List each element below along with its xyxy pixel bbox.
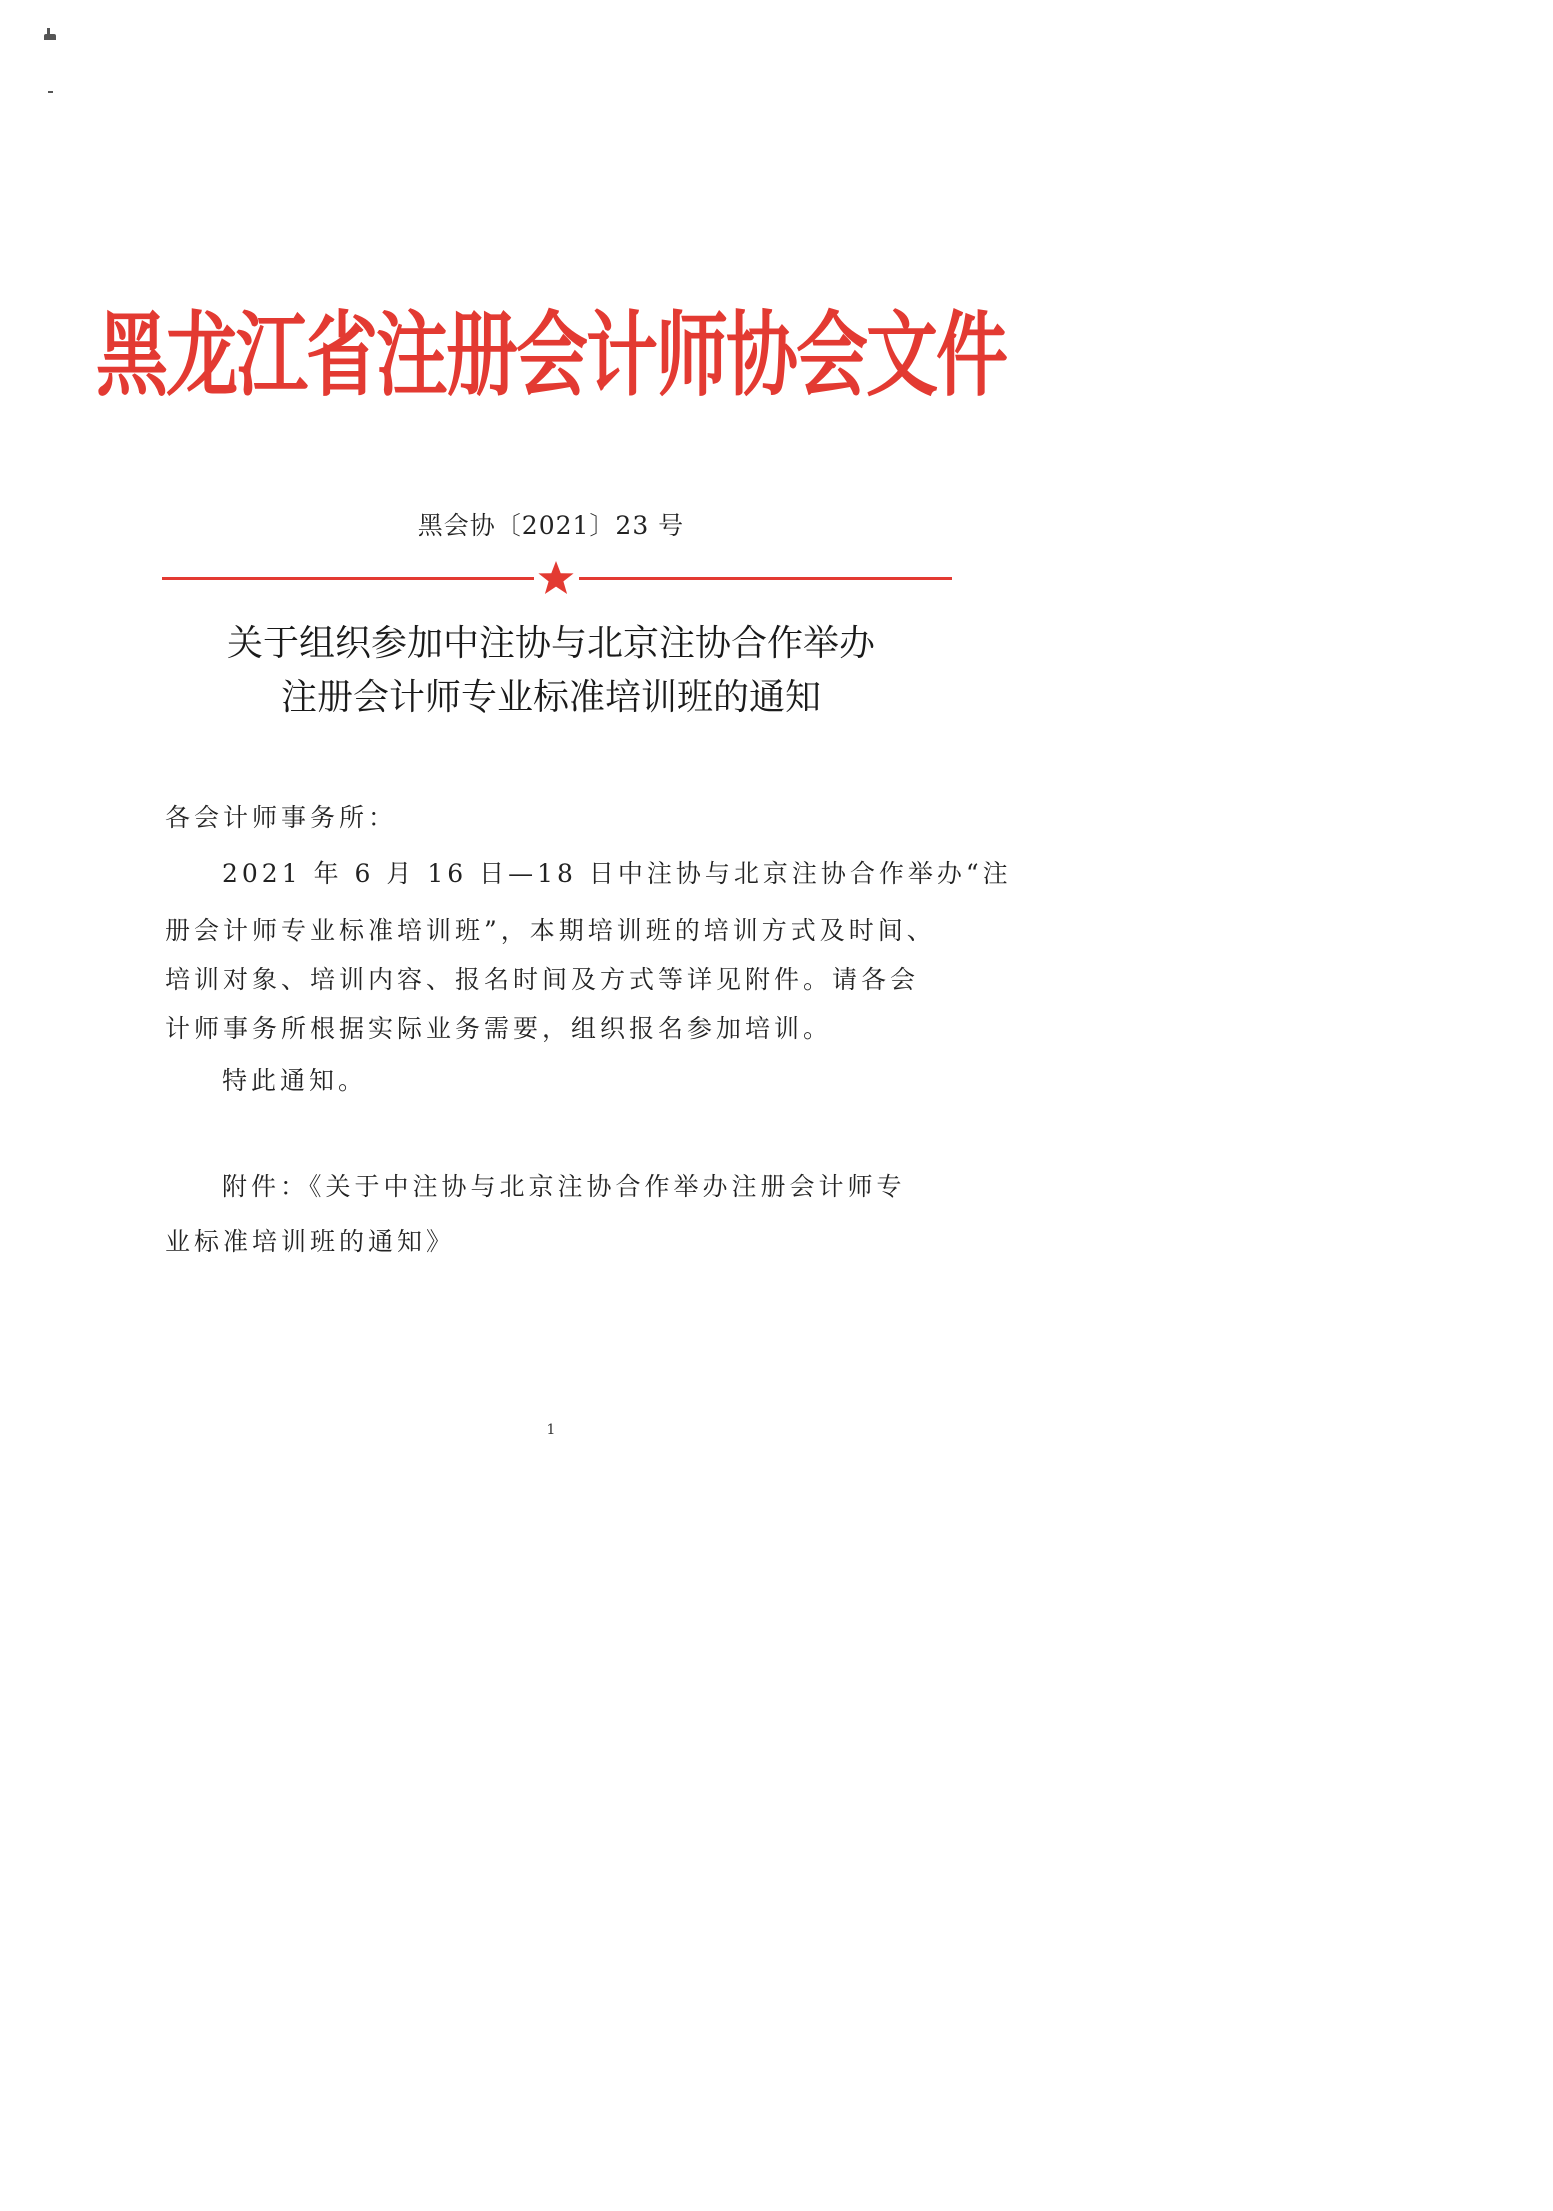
attachment-line-1: 附件：《关于中注协与北京注协合作举办注册会计师专 <box>222 1172 906 1201</box>
notice-title-line-1: 关于组织参加中注协与北京注协合作举办 <box>226 623 875 664</box>
scan-artifact <box>48 91 53 93</box>
attachment-line-2: 业标准培训班的通知》 <box>165 1227 456 1256</box>
body-line: 册会计师专业标准培训班”，本期培训班的培训方式及时间、 <box>165 916 936 945</box>
organization-title: 黑龙江省注册会计师协会文件 <box>95 301 1006 409</box>
scan-artifact <box>44 34 56 40</box>
closing-remark: 特此通知。 <box>222 1066 368 1095</box>
salutation: 各会计师事务所： <box>165 803 398 832</box>
red-star-icon <box>536 559 576 599</box>
document-number: 黑会协〔2021〕23 号 <box>417 511 685 540</box>
body-line: 计师事务所根据实际业务需要，组织报名参加培训。 <box>165 1014 833 1043</box>
red-divider-right <box>579 577 952 580</box>
red-divider-left <box>162 577 534 580</box>
body-line: 培训对象、培训内容、报名时间及方式等详见附件。请各会 <box>165 965 920 994</box>
body-line: 2021 年 6 月 16 日—18 日中注协与北京注协合作举办“注 <box>222 859 1012 888</box>
page-number: 1 <box>546 1422 556 1438</box>
notice-title-line-2: 注册会计师专业标准培训班的通知 <box>280 677 821 718</box>
